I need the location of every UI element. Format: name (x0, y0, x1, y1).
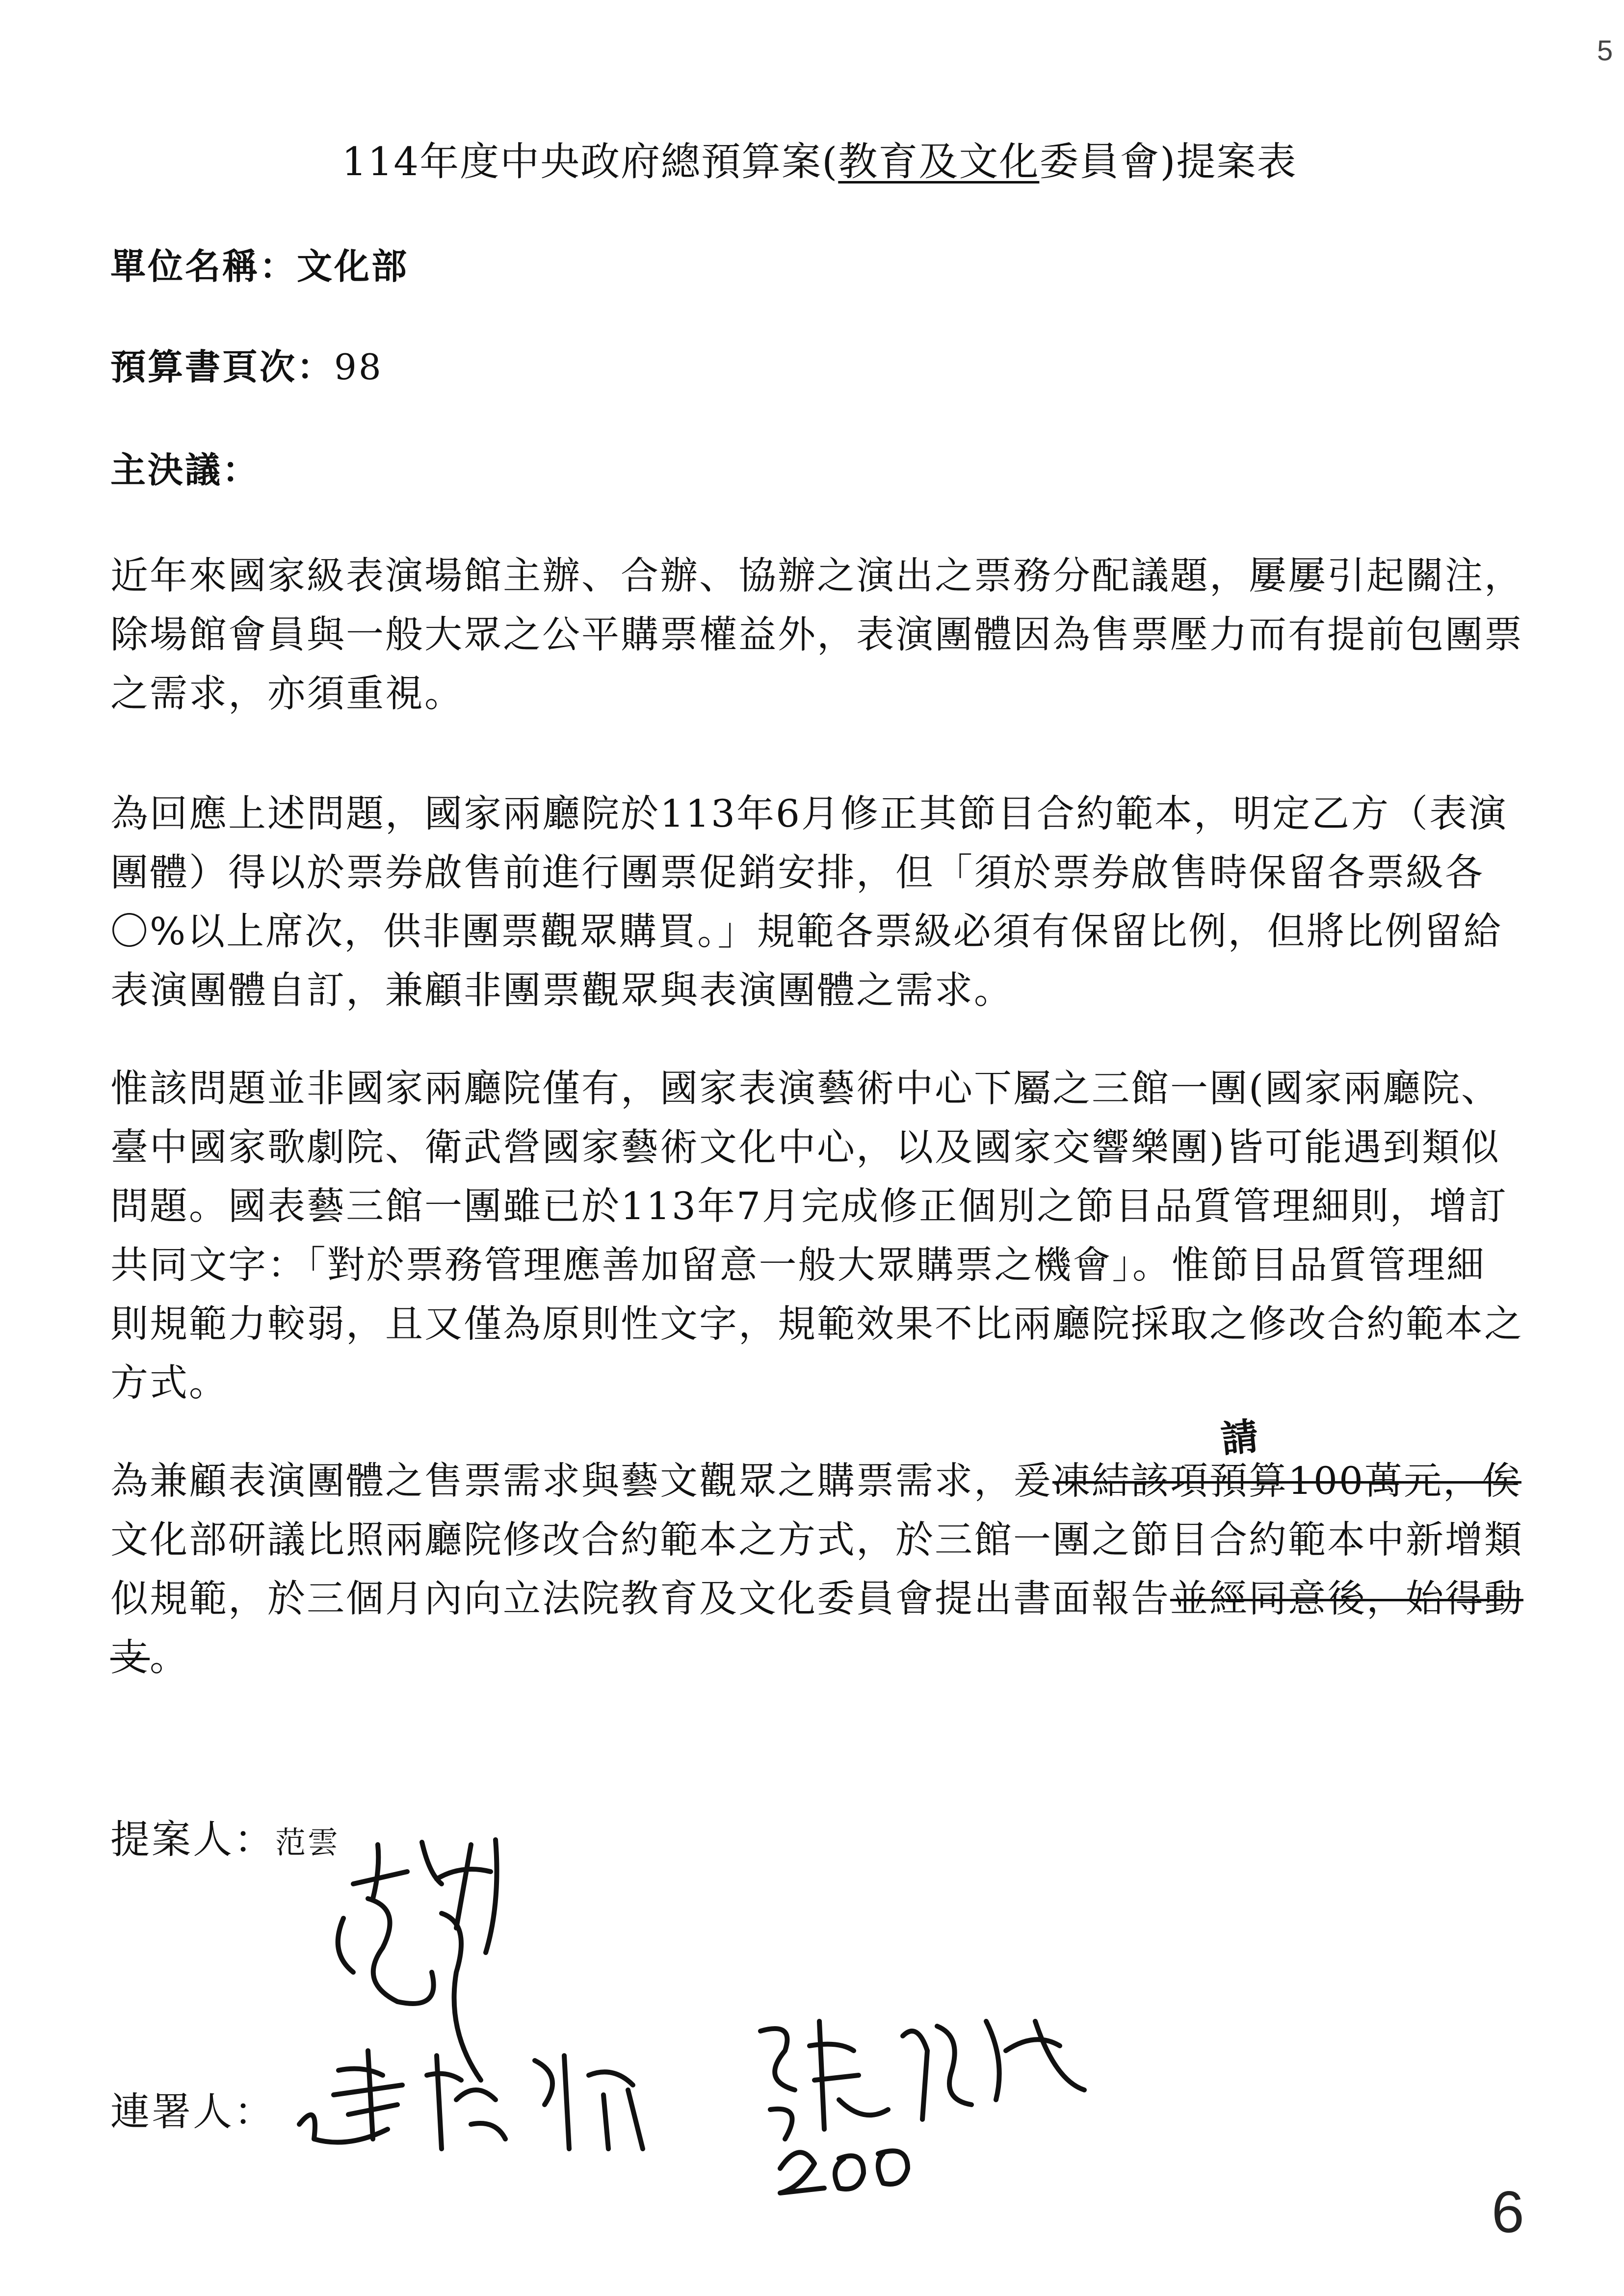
resolution-heading (110, 442, 260, 493)
unit-label: 單位名稱： (110, 246, 297, 287)
final-part-1: 為兼顧表演團體之售票需求與藝文觀眾之購票需求，爰 (110, 1460, 1052, 1503)
unit-line (110, 238, 409, 289)
paragraph-3: 惟該問題並非國家兩廳院僅有，國家表演藝術中心下屬之三館一團(國家兩廳院、臺中國家歌劇院、衛武營國家藝術文化中心，以及國家交響樂團)皆可能遇到類似問題。國表藝三館一團雖已於113年7月完成修正個別之節目品質管理細則，增訂共同文字：「對於票務管理應善加留意一般大眾購票之機會」。惟節目品質管理細則規範力較弱，且又僅為原則性文字，規範效果不比兩廳院採取之修改合約範本之方式。 (110, 1067, 1523, 1405)
cosigner-signature-1 (289, 2002, 682, 2159)
title-prefix: 114年度中央政府總預算案( (341, 139, 838, 184)
budget-page-value: 98 (334, 346, 383, 388)
title-suffix: 委員會)提案表 (1039, 139, 1297, 184)
page-mark-bottom: 6 (1492, 2179, 1524, 2245)
resolution-label: 主決議： (110, 449, 260, 491)
struck-text-1: 凍結該項預算100萬元，俟 (1052, 1460, 1521, 1503)
cosigner-line (110, 2080, 275, 2137)
paragraph-1: 近年來國家級表演場館主辦、合辦、協辦之演出之票務分配議題，屢屢引起關注，除場館會員與一般大眾之公平購票權益外，表演團體因為售票壓力而有提前包團票之需求，亦須重視。 (110, 554, 1523, 716)
final-part-2: 文化部研議比照兩廳院修改合約範本之方式，於三館一團之節目合約範本中新增類似規範，於三個月內向立法院教育及文化委員會提出書面報告 (110, 1518, 1523, 1621)
final-part-3: 。 (150, 1636, 189, 1680)
unit-value: 文化部 (297, 246, 409, 287)
proposer-label: 提案人： (110, 1817, 275, 1862)
handwritten-insertion: 請 (1219, 1414, 1261, 1461)
title-committee: 教育及文化 (838, 139, 1040, 184)
page-title (280, 130, 1359, 186)
budget-page-label: 預算書頁次： (110, 346, 335, 388)
paragraph-2: 為回應上述問題，國家兩廳院於113年6月修正其節目合約範本，明定乙方（表演團體）得以於票券啟售前進行團票促銷安排，但「須於票券啟售時保留各票級各〇%以上席次，供非團票觀眾購買。」規範各票級必須有保留比例，但將比例留給表演團體自訂，兼顧非團票觀眾與表演團體之需求。 (110, 792, 1508, 1013)
paragraph-4 (110, 1452, 1523, 1688)
struck-text-2: 並經同意後，始得動支 (110, 1577, 1523, 1680)
proposer-name: 范雲 (275, 1825, 341, 1860)
proposer-line (110, 1808, 340, 1864)
budget-page-line (110, 339, 383, 390)
cosigner-label: 連署人： (110, 2089, 275, 2135)
cosigner-signature-2 (741, 1992, 1114, 2198)
page-mark-top: 5 (1597, 35, 1613, 67)
